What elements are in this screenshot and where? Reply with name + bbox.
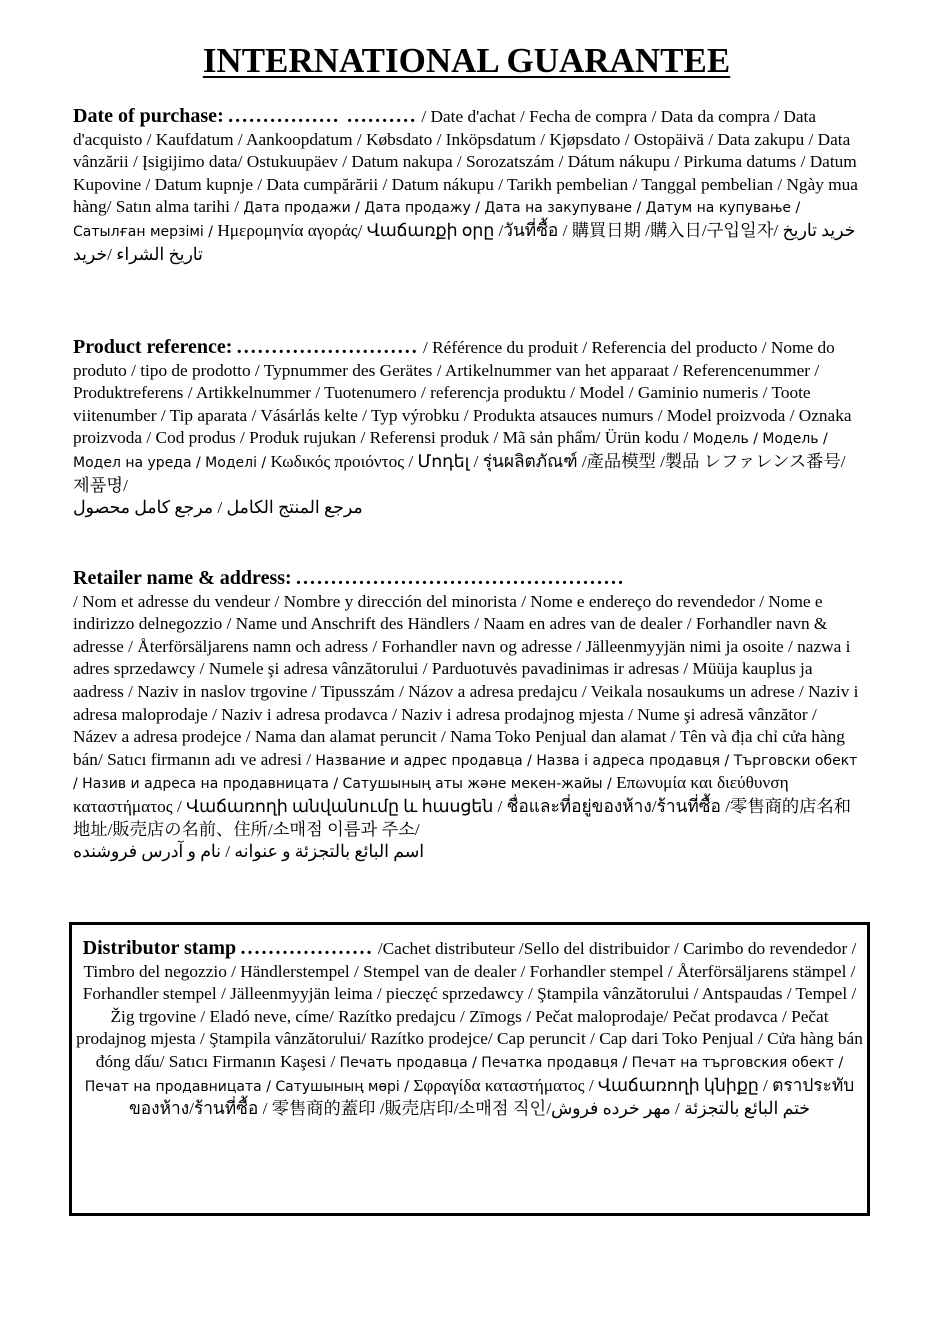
retailer-section (73, 567, 859, 864)
product-reference-heading: Product reference: (73, 336, 233, 358)
date-of-purchase-field[interactable]: ................ .......... (228, 105, 418, 127)
distributor-translations: /Cachet distributeur /Sello del distribuidor / Carimbo do revendedor / Timbro del negozzio / Händlerstempel / Stempel van de dealer / Forhandler stempel / Återförsäljarens stämpel / Forhandler stempel / Jälleenmyyjän leima / pieczęć sprzedawcy / Ştampila vânzătorului / Antspaudas / Tempel / Žig trgovine / Eladó neve, címe/ Razítko predajcu / Zīmogs / Pečat maloprodaje/ Pečat prodavca / Pečat prodajnog mjesta / Ştampila vânzătorului/ Razítko prodejce/ Cap peruncit / Cap dari Toko Penjual / Cửa hàng bán đóng dấu/ Satıcı Firmanın Kaşesi / (76, 939, 863, 1071)
date-of-purchase-translations: / Date d'achat / Fecha de compra / Data da compra / Data d'acquisto / Kaufdatum / Aankoopdatum / Købsdato / Inköpsdatum / Kjøpsdato / Ostopäivä / Data zakupu / Data vânzării / Įsigijimo data/ Ostukuupäev / Datum nakupa / Sorozatszám / Dátum nákupu / Pirkuma datums / Datum Kupovine / Datum kupnje / Data cumpărării / Datum nákupu / Tarikh pembelian / Tanggal pembelian / Ngày mua hàng/ Satın alma tarihi / (73, 107, 858, 217)
distributor-stamp-text (76, 937, 863, 1121)
retailer-arabic: اسم البائع بالتجزئة و عنوانه / نام و آدرس فروشنده (73, 842, 425, 862)
product-reference-arabic: مرجع المنتج الكامل / مرجع كامل محصول (73, 498, 363, 518)
product-reference-translations-other: Κωδικός προιόντος / Մոդել / รุ่นผลิตภัณฑ์ /產品模型 /製品 レファレンス番号/제품명/ (73, 451, 846, 495)
distributor-stamp-box[interactable] (69, 922, 870, 1216)
retailer-translations-other: Επωνυμία και διεύθυνση καταστήματος / Վաճառողի անվանումը և հասցեն / ชื่อและที่อยู่ของห้าง/ร้านที่ซื้อ /零售商的店名和地址/販売店の名前、住所/소매점 이름과 주소/ (73, 773, 852, 839)
date-of-purchase-arabic: تاريخ الشراء /خريد (73, 244, 203, 264)
retailer-translations-cyrillic: Название и адрес продавца / Назва і адреса продавця / Търговски обект / Назив и адреса на продавницата / Сатушының аты және мекен-жайы / (73, 752, 858, 793)
date-of-purchase-translations-other: Ημερομηνία αγοράς/ Վաճառքի օրը /วันที่ซื้อ / 購買日期 /購入日/구입일자/ خريد تاريخ (217, 220, 856, 240)
product-reference-section (73, 336, 859, 520)
date-of-purchase-translations-cyrillic: Дата продажи / Дата продажу / Дата на закупуване / Датум на купување / Сатылған мерзімі / (73, 200, 801, 240)
retailer-heading: Retailer name & address: (73, 567, 292, 589)
page-title: INTERNATIONAL GUARANTEE (202, 41, 731, 80)
distributor-translations-other: Σφραγίδα καταστήματος / Վաճառողի կնիքը / ตราประทับของห้าง/ร้านที่ซื้อ / 零售商的蓋印 /販売店印/소매점 직인/ختم البائع بالتجزئة / مهر خرده فروش (128, 1075, 855, 1119)
distributor-dots: ................... (240, 937, 374, 959)
date-of-purchase-heading: Date of purchase: (73, 105, 224, 127)
product-reference-translations: / Référence du produit / Referencia del producto / Nome do produto / tipo de prodotto / Typnummer des Gerätes / Artikelnummer van het apparaat / Referencenummer / Produktreferens / Artikkelnummer / Tuotenumero / referencja produktu / Model / Gaminio numeris / Toote viitenumber / Tip aparata / Vásárlás kelte / Typ výrobku / Produkta atsauces numurs / Model proizvoda / Oznaka proizvoda / Cod produs / Produk rujukan / Referensi produk / Mã sản phẩm/ Ürün kodu / (73, 338, 852, 448)
retailer-field[interactable]: ............................................... (296, 567, 625, 589)
product-reference-field[interactable]: .......................... (236, 336, 419, 358)
product-reference-translations-cyrillic: Модель / Модель / Модел на уреда / Моделі / (73, 431, 828, 471)
distributor-heading: Distributor stamp (82, 937, 237, 959)
retailer-translations: / Nom et adresse du vendeur / Nombre y dirección del minorista / Nome e endereço do revendedor / Nome e indirizzo delnegozzio / Name und Anschrift des Händlers / Naam en adres van de dealer / Forhandler navn & adresse / Återförsäljarens namn och adress / Forhandler navn og adresse / Jälleenmyyjän nimi ja osoite / nazwa i adres sprzedawcy / Numele şi adresa vânzătorului / Parduotuvės pavadinimas ir adresas / Müüja kauplus ja aadress / Naziv in naslov trgovine / Tipusszám / Názov a adresa predajcu / Veikala nosaukums un adrese / Naziv i adresa maloprodaje / Naziv i adresa prodavca / Naziv i adresa prodajnog mjesta / Nume şi adresă vânzător / Název a adresa prodejce / Nama dan alamat peruncit / Nama Toko Penjual dan alamat / Tên và địa chỉ cửa hàng bán/ Satıcı firmanın adı ve adresi / (73, 591, 859, 769)
distributor-translations-cyrillic: Печать продавца / Печатка продавця / Печат на търговския обект / Печат на продавницата / Сатушының мөрі / (84, 1054, 844, 1095)
date-of-purchase-section (73, 105, 859, 266)
